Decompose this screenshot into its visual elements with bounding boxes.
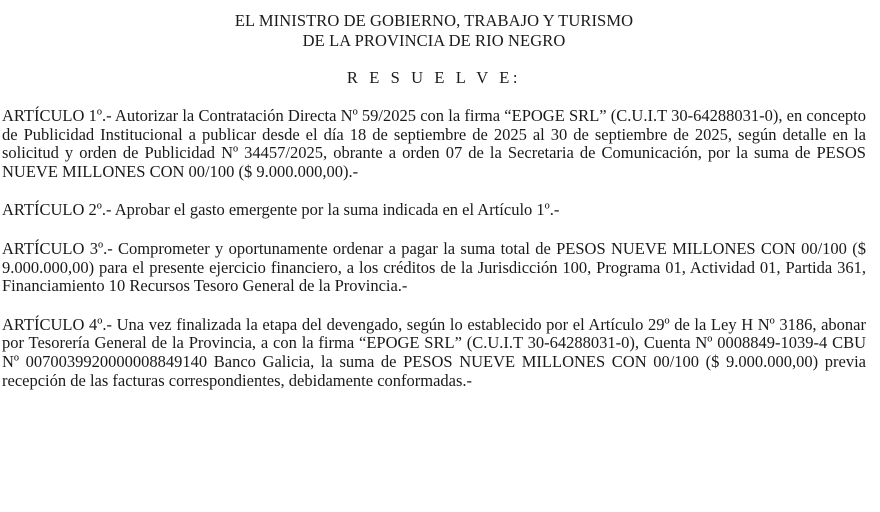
article-4: ARTÍCULO 4º.- Una vez finalizada la etapa del devengado, según lo establecido por el Artículo 29º de la Ley H Nº 3186, abonar por Tesorería General de la Provincia, a con la firma “EPOGE SRL” (C.U.I.T 30-64288031-0), Cuenta Nº 0008849-1039-4 CBU Nº 0070039920000008849140 Banco Galicia, la suma de PESOS NUEVE MILLONES CON 00/100 ($ 9.000.000,00) previa recepción de las facturas correspondientes, debidamente conformadas.- bbox=[2, 314, 866, 390]
heading-line-2: DE LA PROVINCIA DE RIO NEGRO bbox=[302, 31, 566, 50]
article-3: ARTÍCULO 3º.- Comprometer y oportunamente ordenar a pagar la suma total de PESOS NUEVE MILLONES CON 00/100 ($ 9.000.000,00) para el presente ejercicio financiero, a los créditos de la Jurisdicción 100, Programa 01, Actividad 01, Partida 361, Financiamiento 10 Recursos Tesoro General de la Provincia.- bbox=[2, 238, 866, 296]
resuelve-title: R E S U E L V E: bbox=[346, 68, 522, 87]
document-heading bbox=[2, 11, 866, 51]
article-1: ARTÍCULO 1º.- Autorizar la Contratación Directa Nº 59/2025 con la firma “EPOGE SRL” (C.U.I.T 30-64288031-0), en concepto de Publicidad Institucional a publicar desde el día 18 de septiembre de 2025 al 30 de septiembre de 2025, según detalle en la solicitud y orden de Publicidad Nº 34457/2025, obrante a orden 07 de la Secretaria de Comunicación, por la suma de PESOS NUEVE MILLONES CON 00/100 ($ 9.000.000,00).- bbox=[2, 106, 866, 181]
heading-line-1: EL MINISTRO DE GOBIERNO, TRABAJO Y TURISMO bbox=[234, 11, 634, 30]
article-2: ARTÍCULO 2º.- Aprobar el gasto emergente por la suma indicada en el Artículo 1º.- bbox=[2, 200, 560, 220]
